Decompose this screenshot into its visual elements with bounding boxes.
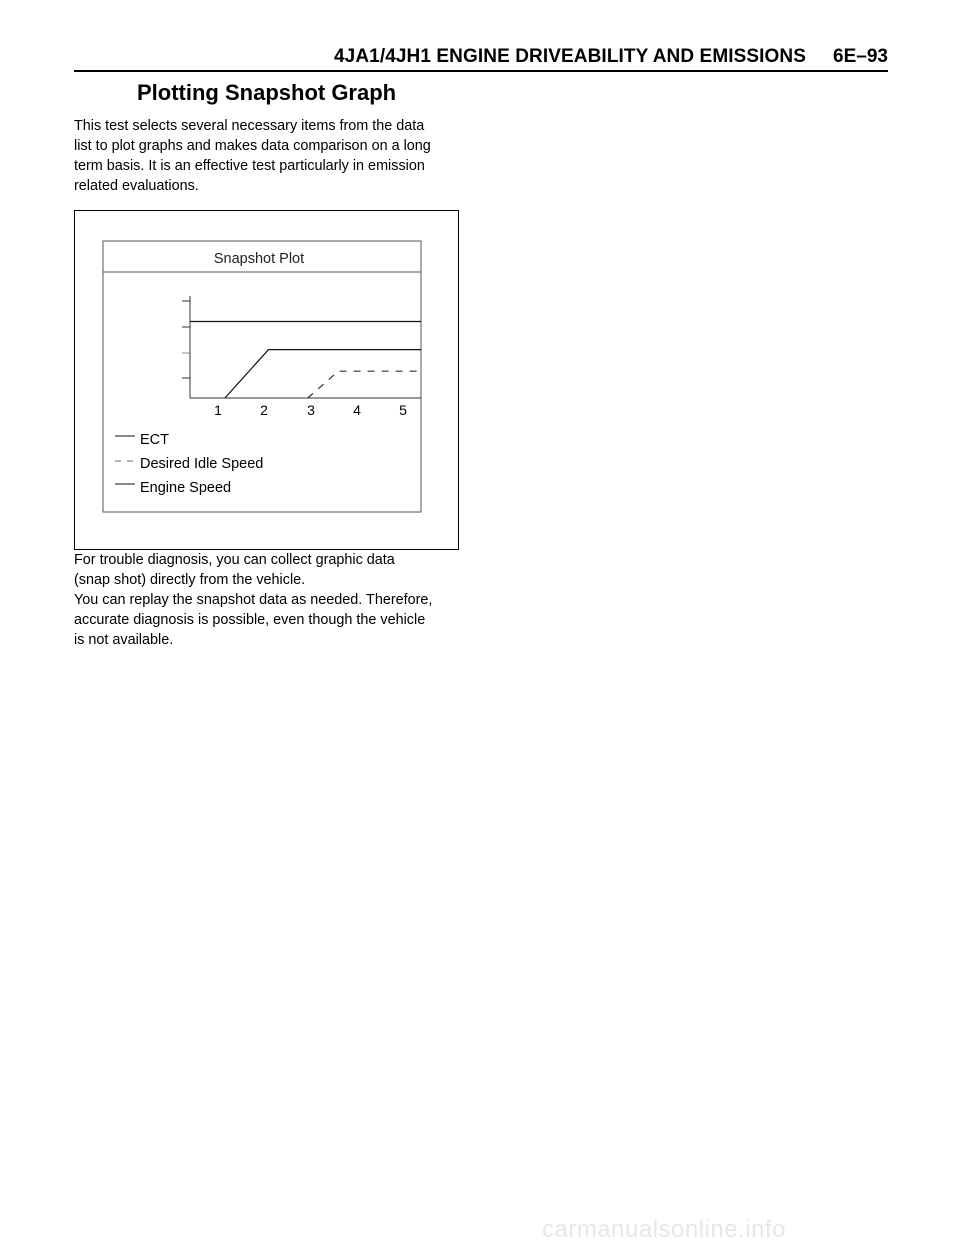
snapshot-figure: [74, 210, 459, 550]
body-line: (snap shot) directly from the vehicle.: [74, 572, 306, 588]
intro-line: list to plot graphs and makes data comparison on a long: [74, 138, 431, 154]
series-line-desired-idle-speed: [308, 371, 421, 398]
watermark-logo: carmanualsonline.info: [542, 1216, 786, 1243]
intro-line: related evaluations.: [74, 178, 199, 194]
x-tick-label: 2: [260, 402, 268, 418]
legend-label: ECT: [140, 432, 169, 448]
body-paragraph: [74, 550, 460, 650]
plot-title: Snapshot Plot: [213, 251, 305, 267]
intro-line: term basis. It is an effective test particularly in emission: [74, 158, 425, 174]
intro-line: This test selects several necessary items from the data: [74, 118, 425, 134]
page-header: [74, 44, 888, 72]
header-title: 4JA1/4JH1 ENGINE DRIVEABILITY AND EMISSIONS: [334, 46, 807, 67]
series-line-engine-speed: [225, 350, 421, 398]
page-number: 6E–93: [833, 46, 888, 67]
body-line: accurate diagnosis is possible, even though the vehicle: [74, 612, 426, 628]
x-tick-label: 5: [399, 402, 407, 418]
section-title: Plotting Snapshot Graph: [137, 80, 397, 105]
x-tick-label: 4: [353, 402, 361, 418]
legend-label: Desired Idle Speed: [140, 456, 264, 472]
intro-paragraph: [74, 116, 460, 196]
body-line: is not available.: [74, 632, 174, 648]
x-tick-label: 1: [214, 402, 222, 418]
x-tick-label: 3: [307, 402, 315, 418]
body-line: For trouble diagnosis, you can collect graphic data: [74, 552, 395, 568]
snapshot-plot-svg: [75, 211, 460, 551]
legend-label: Engine Speed: [140, 480, 232, 496]
body-line: You can replay the snapshot data as needed. Therefore,: [74, 592, 433, 608]
